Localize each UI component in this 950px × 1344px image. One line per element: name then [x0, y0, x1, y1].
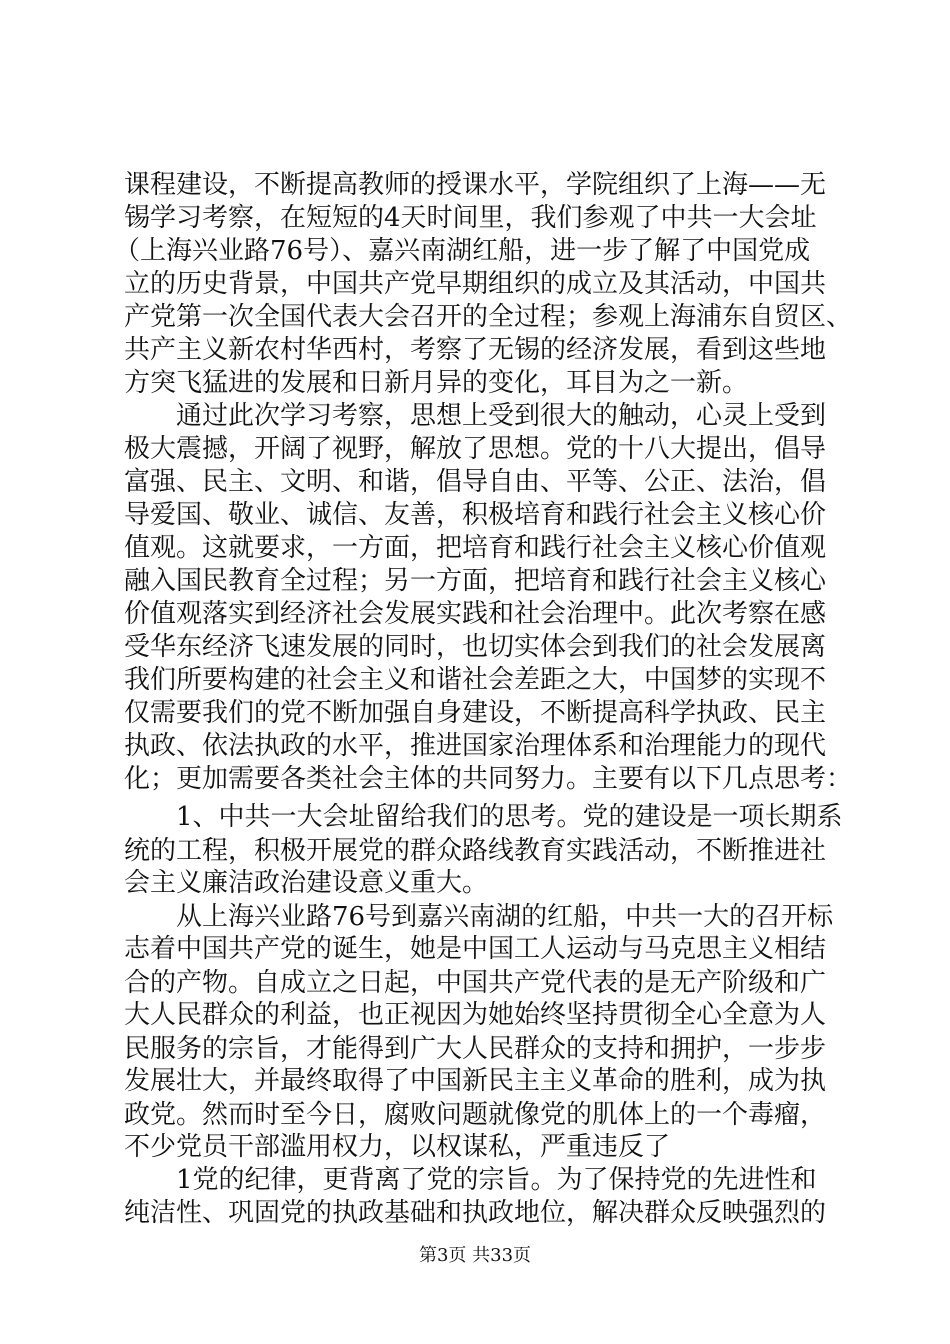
text-line: 仅需要我们的党不断加强自身建设，不断提高科学执政、民主: [124, 698, 827, 728]
text-line: 值观。这就要求，一方面，把培育和践行社会主义核心价值观: [124, 533, 827, 563]
text-line: 受华东经济飞速发展的同时，也切实体会到我们的社会发展离: [124, 632, 827, 662]
page-footer: 第3页 共33页: [418, 1245, 532, 1266]
text-line: 产党第一次全国代表大会召开的全过程；参观上海浦东自贸区、: [124, 302, 853, 332]
text-line: 我们所要构建的社会主义和谐社会差距之大，中国梦的实现不: [124, 665, 827, 695]
text-line: 执政、依法执政的水平，推进国家治理体系和治理能力的现代: [124, 731, 827, 761]
text-line: 志着中国共产党的诞生，她是中国工人运动与马克思主义相结: [124, 934, 827, 964]
text-line: 大人民群众的利益，也正视因为她始终坚持贯彻全心全意为人: [124, 1000, 827, 1030]
text-line: 融入国民教育全过程；另一方面，把培育和践行社会主义核心: [124, 566, 827, 596]
text-line: 通过此次学习考察，思想上受到很大的触动，心灵上受到: [176, 401, 827, 431]
text-line: 课程建设，不断提高教师的授课水平，学院组织了上海——无: [124, 170, 827, 200]
text-line: 富强、民主、文明、和谐，倡导自由、平等、公正、法治，倡: [124, 467, 827, 497]
text-line: 极大震撼，开阔了视野，解放了思想。党的十八大提出，倡导: [124, 434, 827, 464]
text-line: 会主义廉洁政治建设意义重大。: [124, 868, 489, 898]
text-line: 立的历史背景，中国共产党早期组织的成立及其活动，中国共: [124, 269, 827, 299]
text-line: 化；更加需要各类社会主体的共同努力。主要有以下几点思考：: [124, 764, 853, 794]
text-line: 不少党员干部滥用权力，以权谋私，严重违反了: [124, 1132, 671, 1162]
text-line: 民服务的宗旨，才能得到广大人民群众的支持和拥护，一步步: [124, 1034, 827, 1064]
text-line: 纯洁性、巩固党的执政基础和执政地位，解决群众反映强烈的: [124, 1198, 827, 1228]
text-line: 政党。然而时至今日，腐败问题就像党的肌体上的一个毒瘤，: [124, 1100, 827, 1130]
text-line: 价值观落实到经济社会发展实践和社会治理中。此次考察在感: [124, 599, 827, 629]
text-line: 共产主义新农村华西村，考察了无锡的经济发展，看到这些地: [124, 335, 827, 365]
text-line: 1党的纪律，更背离了党的宗旨。为了保持党的先进性和: [176, 1165, 817, 1195]
text-line: 合的产物。自成立之日起，中国共产党代表的是无产阶级和广: [124, 968, 827, 998]
text-line: 统的工程，积极开展党的群众路线教育实践活动，不断推进社: [124, 836, 827, 866]
text-line: 方突飞猛进的发展和日新月异的变化，耳目为之一新。: [124, 368, 749, 398]
text-line: （上海兴业路76号）、嘉兴南湖红船，进一步了解了中国党成: [114, 236, 811, 266]
text-line: 锡学习考察，在短短的4天时间里，我们参观了中共一大会址: [124, 203, 817, 233]
text-line: 导爱国、敬业、诚信、友善，积极培育和践行社会主义核心价: [124, 500, 827, 530]
text-line: 从上海兴业路76号到嘉兴南湖的红船，中共一大的召开标: [176, 902, 834, 932]
text-line: 1、中共一大会址留给我们的思考。党的建设是一项长期系: [176, 802, 843, 832]
text-line: 发展壮大，并最终取得了中国新民主主义革命的胜利，成为执: [124, 1066, 827, 1096]
